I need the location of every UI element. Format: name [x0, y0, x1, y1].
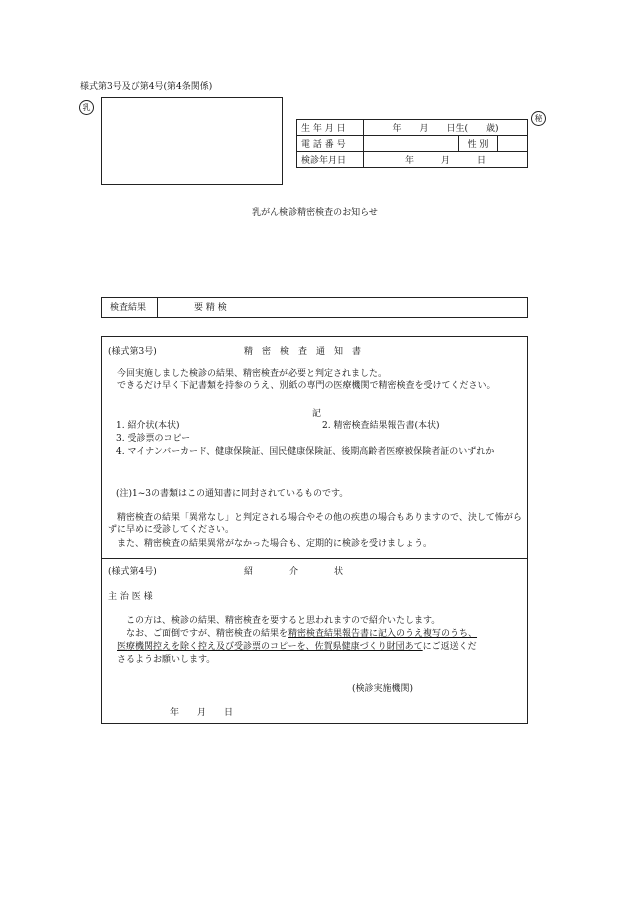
confidential-mark-icon: 秘 — [531, 111, 546, 126]
referral-doctor: 主 治 医 様 — [108, 592, 153, 602]
notice-item-2: 2. 精密検査結果報告書(本状) — [322, 421, 440, 431]
birth-value: 年 月 日生( 歳) — [364, 120, 528, 136]
phone-value — [364, 136, 459, 152]
result-value: 要 精 検 — [194, 303, 227, 313]
section-divider — [101, 558, 528, 559]
page-title: 乳がん検診精密検査のお知らせ — [252, 208, 378, 218]
notice-note: (注)1~3の書類はこの通知書に同封されているものです。 — [116, 489, 349, 499]
referral-line-4: さるようお願いします。 — [117, 655, 216, 665]
phone-label: 電 話 番 号 — [297, 136, 364, 152]
referral-organization: (検診実施機関) — [352, 684, 414, 694]
referral-title: 紹 介 状 — [244, 567, 344, 577]
result-box — [101, 297, 528, 318]
referral-line-1: この方は、検診の結果、精密検査を要すると思われますので紹介いたします。 — [126, 616, 441, 626]
notice-item-4: 4. マイナンバーカード、健康保険証、国民健康保険証、後期高齢者医療被保険者証のいずれか — [116, 447, 495, 457]
referral-line-3b: にご返送くだ — [422, 642, 477, 652]
exam-date-label: 検診年月日 — [297, 152, 364, 168]
sex-value — [498, 136, 528, 152]
notice-intro-2: できるだけ早く下記書類を持参のうえ、別紙の専門の医療機関で精密検査を受けてください。 — [117, 381, 496, 391]
notice-paragraph-1: 精密検査の結果「異常なし」と判定される場合やその他の疾患の場合もありますので、決して怖がらずに早めに受診してください。 — [108, 513, 522, 535]
notice-form-number: (様式第3号) — [108, 347, 157, 357]
breast-mark-icon: 乳 — [79, 100, 94, 115]
address-box — [101, 97, 283, 185]
notice-ki: 記 — [312, 409, 322, 419]
referral-line-2a: なお、ご面倒ですが、精密検査の結果を — [126, 629, 289, 639]
patient-info-table — [296, 119, 528, 168]
form-reference: 様式第3号及び第4号(第4条関係) — [80, 82, 213, 92]
notice-intro-1: 今回実施しました検診の結果、精密検査が必要と判定されました。 — [117, 369, 388, 379]
notice-paragraph-2: また、精密検査の結果異常がなかった場合も、定期的に検診を受けましょう。 — [117, 539, 433, 549]
notice-title: 精 密 検 査 通 知 書 — [244, 347, 362, 357]
birth-label: 生 年 月 日 — [297, 120, 364, 136]
sex-label: 性 別 — [459, 136, 498, 152]
referral-line-2b: 精密検査結果報告書に記入のうえ複写のうち、 — [288, 629, 478, 639]
notice-item-3: 3. 受診票のコピー — [116, 434, 191, 444]
referral-line-2 — [126, 628, 477, 640]
referral-line-3a: 医療機関控えを除く控え及び受診票のコピーを、佐賀県健康づくり財団あて — [117, 642, 423, 652]
referral-form-number: (様式第4号) — [108, 567, 157, 577]
notice-item-1: 1. 紹介状(本状) — [116, 421, 180, 431]
result-label: 検査結果 — [110, 303, 147, 313]
referral-line-3 — [117, 641, 477, 653]
exam-date-value: 年 月 日 — [364, 152, 528, 168]
referral-date: 年 月 日 — [170, 708, 234, 718]
